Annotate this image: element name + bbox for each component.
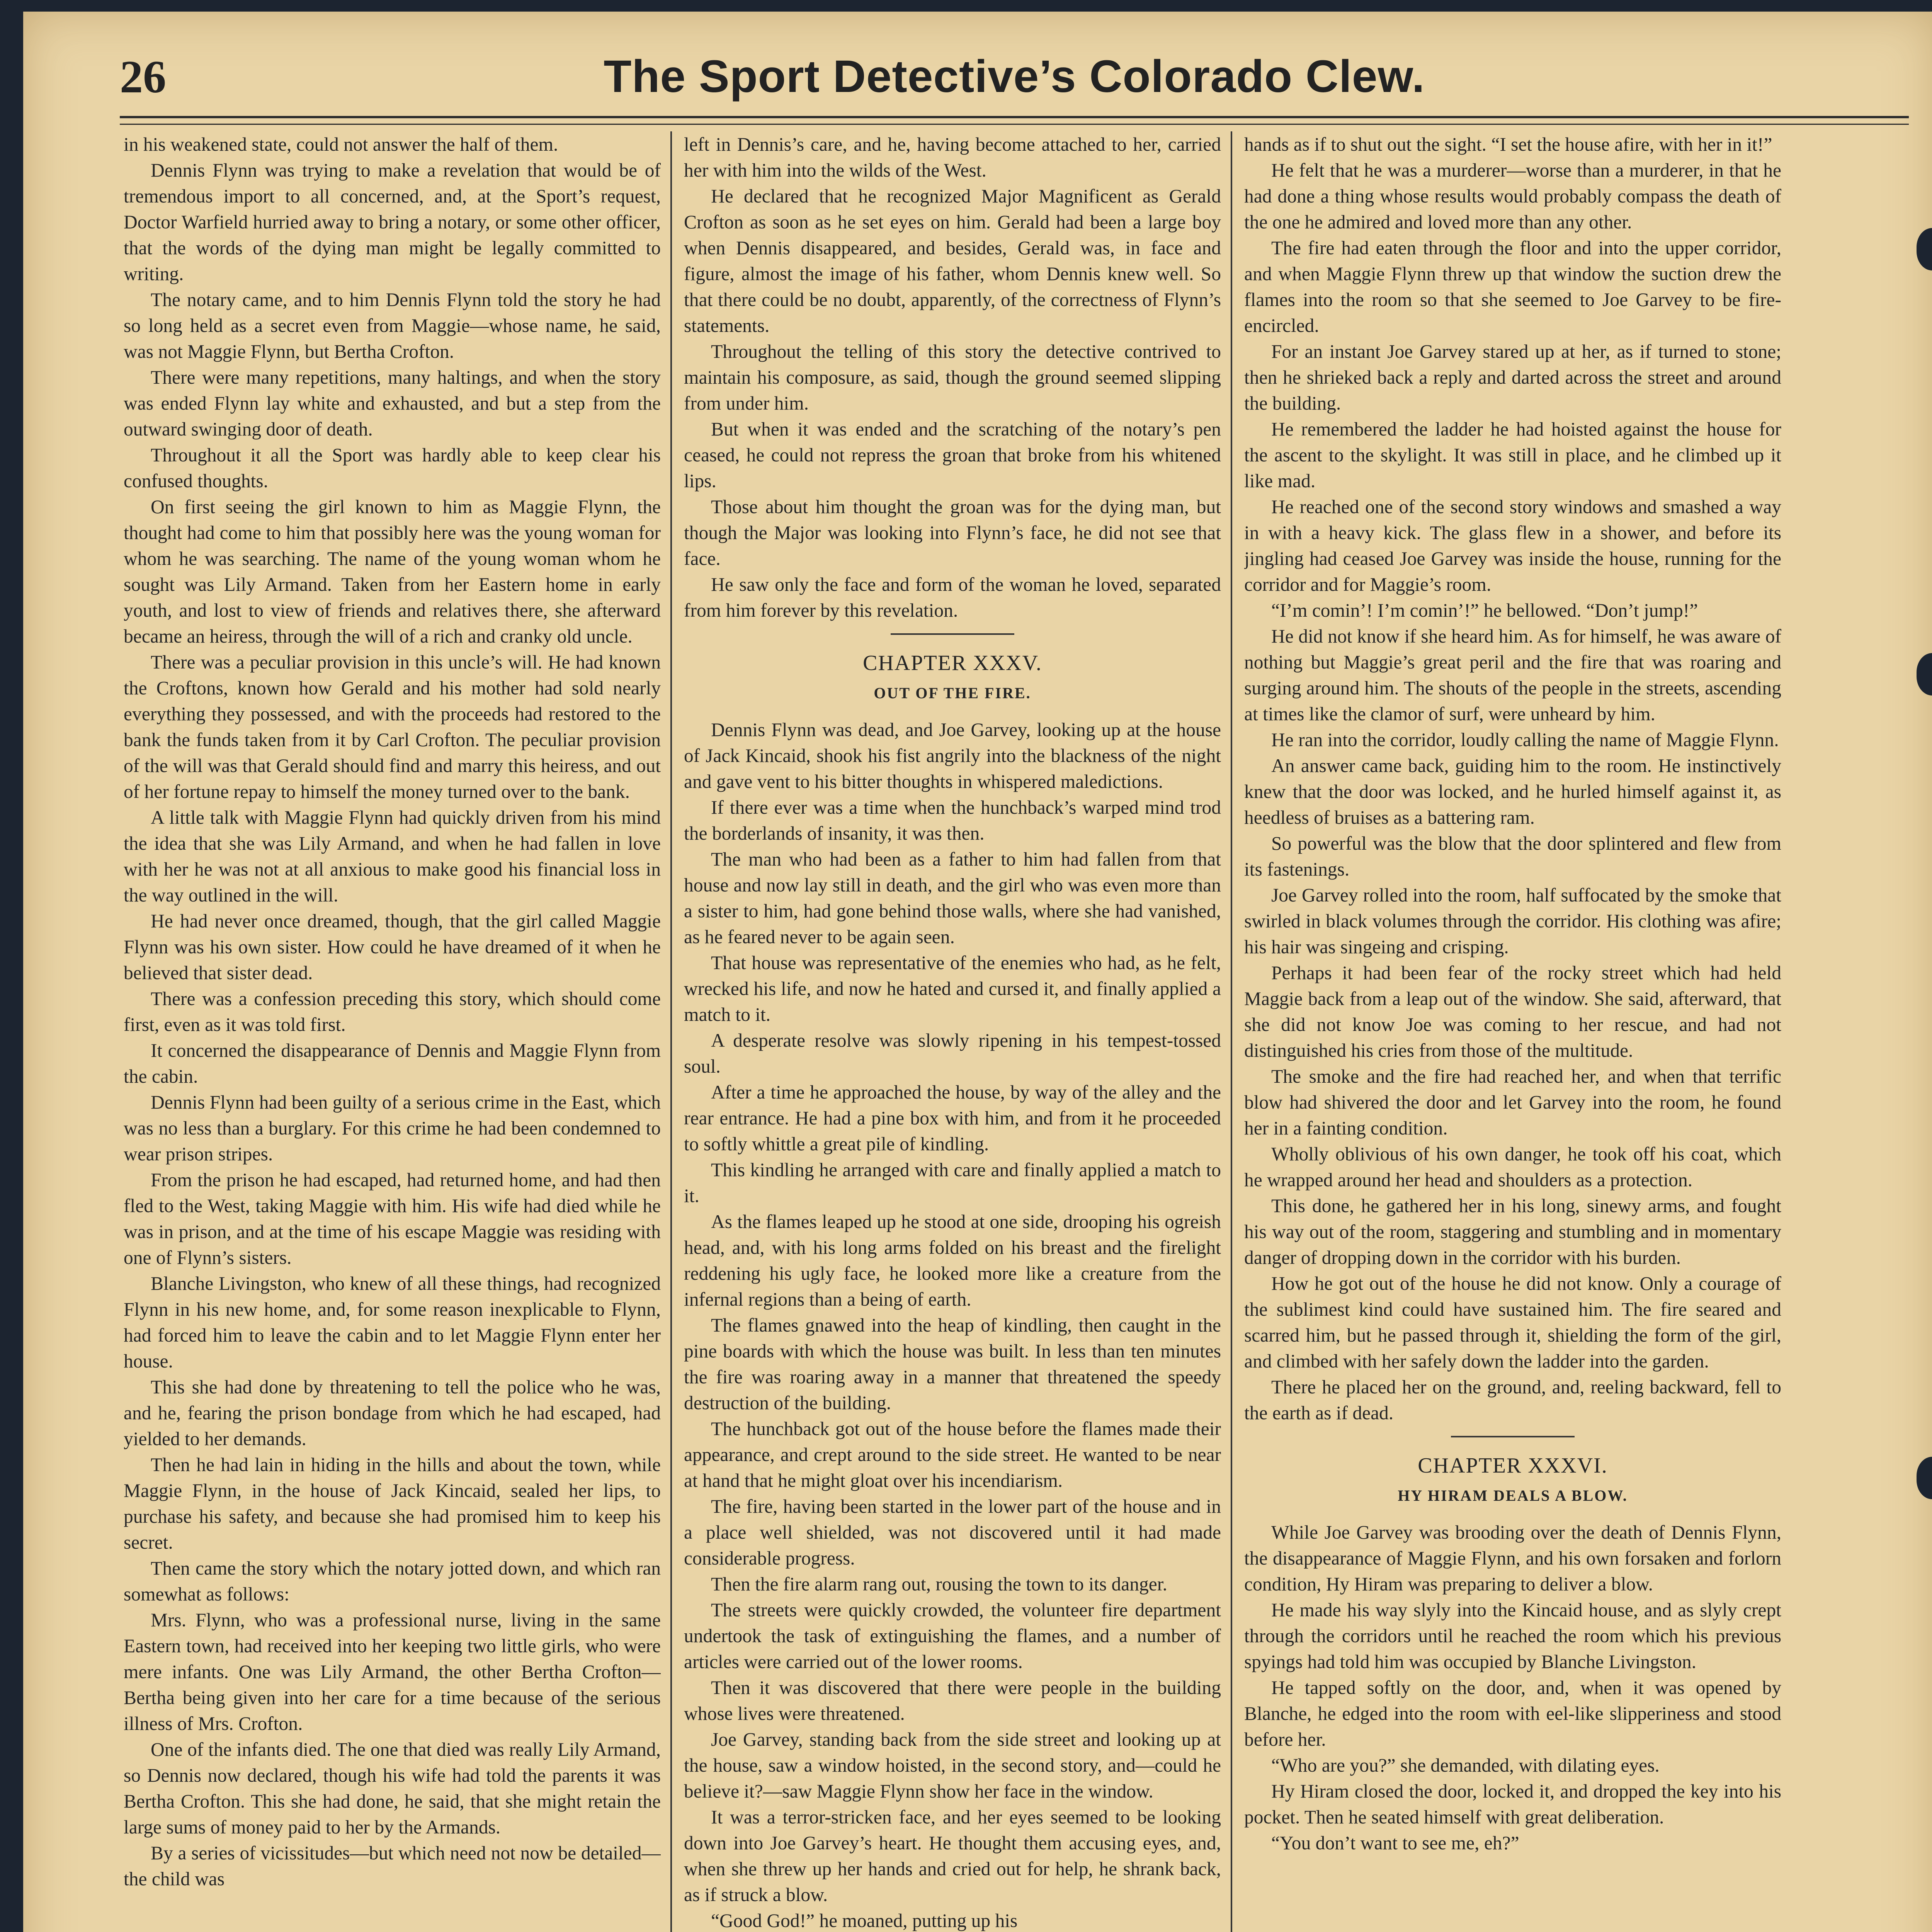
section-rule — [891, 633, 1014, 635]
paragraph: Wholly oblivious of his own danger, he took off his coat, which he wrapped around her head and shoulders as a protection. — [1244, 1143, 1781, 1190]
header-rule — [120, 116, 1909, 118]
paragraph: Perhaps it had been fear of the rocky street which had held Maggie back from a leap out of the window. She said, afterward, that she did not know Joe was coming to her rescue, and had not distinguished his cries from those of the multitude. — [1244, 962, 1781, 1061]
chapter-subtitle: HY HIRAM DEALS A BLOW. — [1398, 1487, 1628, 1504]
paragraph: left in Dennis’s care, and he, having become attached to her, carried her with him into the wilds of the West. — [684, 134, 1221, 181]
paragraph: This she had done by threatening to tell the police who he was, and he, fearing the prison bondage from which he had escaped, had yielded to her demands. — [124, 1376, 661, 1449]
paragraph: Then the fire alarm rang out, rousing the town to its danger. — [711, 1573, 1167, 1595]
paragraph: He remembered the ladder he had hoisted against the house for the ascent to the skylight. It was still in place, and he climbed up it like mad. — [1244, 418, 1781, 492]
paragraph: Hy Hiram closed the door, locked it, and dropped the key into his pocket. Then he seated himself with great deliberation. — [1244, 1781, 1781, 1828]
page-tear — [1917, 1457, 1932, 1499]
paragraph: For an instant Joe Garvey stared up at her, as if turned to stone; then he shrieked back a reply and darted across the street and around the building. — [1244, 341, 1781, 414]
paragraph: “Good God!” he moaned, putting up his — [711, 1910, 1018, 1931]
paragraph: The man who had been as a father to him had fallen from that house and now lay still in death, and the girl who was even more than a sister to him, had gone behind those walls, where she had vanished, as he feared never to be again seen. — [684, 849, 1221, 947]
paragraph: The streets were quickly crowded, the volunteer fire department undertook the task of extinguishing the flames, and a number of articles were carried out of the lower rooms. — [684, 1599, 1221, 1672]
paragraph: Then it was discovered that there were people in the building whose lives were threatened. — [684, 1677, 1221, 1724]
column-2-top — [684, 131, 1221, 623]
column-1 — [124, 131, 661, 1932]
page-tear — [1917, 228, 1932, 270]
chapter-title: CHAPTER XXXVI. — [1418, 1454, 1608, 1478]
paragraph: The fire, having been started in the lower part of the house and in a place well shielded, was not discovered until it had made considerable progress. — [684, 1496, 1221, 1569]
section-rule — [1451, 1436, 1575, 1437]
paragraph: in his weakened state, could not answer the half of them. — [124, 134, 558, 155]
paragraph: He reached one of the second story windows and smashed a way in with a heavy kick. The glass flew in a shower, and before its jingling had ceased Joe Garvey was inside the house, running for the corridor and for Maggie’s room. — [1244, 496, 1781, 595]
paragraph: As the flames leaped up he stood at one side, drooping his ogreish head, and, with his long arms folded on his breast and the firelight reddening his ugly face, he looked more like a creature from the infernal regions than a being of earth. — [684, 1211, 1221, 1310]
page-number: 26 — [120, 51, 166, 102]
paragraph: The notary came, and to him Dennis Flynn told the story he had so long held as a secret even from Maggie—whose name, he said, was not Maggie Flynn, but Bertha Crofton. — [124, 289, 661, 362]
paragraph: “You don’t want to see me, eh?” — [1271, 1832, 1519, 1854]
paragraph: He did not know if she heard him. As for himself, he was aware of nothing but Maggie’s great peril and the fire that was roaring and surging around him. The shouts of the people in the streets, ascending at times like the clamor of surf, were unheard by him. — [1244, 626, 1781, 724]
chapter-title: CHAPTER XXXV. — [863, 651, 1042, 675]
paragraph: The fire had eaten through the floor and into the upper corridor, and when Maggie Flynn threw up that window the suction drew the flames into the room so that she seemed to Joe Garvey to be fire-encircled. — [1244, 237, 1781, 336]
column-3 — [1244, 131, 1781, 1932]
paragraph: How he got out of the house he did not know. Only a courage of the sublimest kind could have sustained him. The fire seared and scarred him, but he passed through it, shielding the form of the girl, and climbed with her safely down the ladder into the garden. — [1244, 1273, 1781, 1372]
paragraph: There he placed her on the ground, and, reeling backward, fell to the earth as if dead. — [1244, 1376, 1781, 1423]
paragraph: This kindling he arranged with care and finally applied a match to it. — [684, 1159, 1221, 1206]
column-2 — [684, 131, 1221, 1932]
paragraph: A little talk with Maggie Flynn had quickly driven from his mind the idea that she was Lily Armand, and when he had fallen in love with her he was not at all anxious to make good his financial loss in the way outlined in the will. — [124, 807, 661, 906]
chapter-subtitle: OUT OF THE FIRE. — [874, 684, 1031, 702]
paragraph: Throughout the telling of this story the detective contrived to maintain his composure, as said, though the ground seemed slipping from under him. — [684, 341, 1221, 414]
paragraph: He had never once dreamed, though, that the girl called Maggie Flynn was his own sister. How could he have dreamed of it when he believed that sister dead. — [124, 910, 661, 983]
paragraph: He tapped softly on the door, and, when it was opened by Blanche, he edged into the room with eel-like slipperiness and stood before her. — [1244, 1677, 1781, 1750]
paragraph: Throughout it all the Sport was hardly able to keep clear his confused thoughts. — [124, 444, 661, 492]
paragraph: He ran into the corridor, loudly calling the name of Maggie Flynn. — [1271, 729, 1779, 750]
paragraph: Then came the story which the notary jotted down, and which ran somewhat as follows: — [124, 1558, 661, 1605]
paragraph: One of the infants died. The one that died was really Lily Armand, so Dennis now declared, though his wife had told the parents it was Bertha Crofton. This she had done, he said, that she might retain the large sums of money paid to her by the Armands. — [124, 1739, 661, 1838]
paragraph: The smoke and the fire had reached her, and when that terrific blow had shivered the door and let Garvey into the room, he found her in a fainting condition. — [1244, 1066, 1781, 1139]
page-tear — [1917, 653, 1932, 696]
paragraph: He felt that he was a murderer—worse than a murderer, in that he had done a thing whose results would probably compass the death of the one he admired and loved more than any other. — [1244, 160, 1781, 233]
paragraph: The hunchback got out of the house before the flames made their appearance, and crept around to the side street. He wanted to be near at hand that he might gloat over his incendiarism. — [684, 1418, 1221, 1491]
column-divider — [1231, 131, 1232, 1932]
running-title: The Sport Detective’s Colorado Clew. — [604, 51, 1425, 102]
paragraph: It concerned the disappearance of Dennis and Maggie Flynn from the cabin. — [124, 1040, 661, 1087]
paragraph: So powerful was the blow that the door splintered and flew from its fastenings. — [1244, 833, 1781, 880]
column-3-bottom — [1244, 1519, 1781, 1856]
paragraph: Joe Garvey rolled into the room, half suffocated by the smoke that swirled in black volumes through the corridor. His clothing was afire; his hair was singeing and crisping. — [1244, 884, 1781, 957]
paragraph: Dennis Flynn was dead, and Joe Garvey, looking up at the house of Jack Kincaid, shook his fist angrily into the blackness of the night and gave vent to his bitter thoughts in whispered maledictions. — [684, 719, 1221, 792]
paragraph: By a series of vicissitudes—but which need not now be detailed—the child was — [124, 1842, 661, 1889]
header-rule-thin — [120, 124, 1909, 125]
column-3-top — [1244, 131, 1781, 1426]
paragraph: An answer came back, guiding him to the room. He instinctively knew that the door was locked, and he hurled himself against it, as heedless of bruises as a battering ram. — [1244, 755, 1781, 828]
column-2-bottom — [684, 717, 1221, 1932]
paragraph: “Who are you?” she demanded, with dilating eyes. — [1271, 1755, 1660, 1776]
page-header — [120, 43, 1909, 108]
paragraph: Dennis Flynn had been guilty of a serious crime in the East, which was no less than a burglary. For this crime he had been condemned to wear prison stripes. — [124, 1092, 661, 1165]
paragraph: If there ever was a time when the hunchback’s warped mind trod the borderlands of insanity, it was then. — [684, 797, 1221, 844]
paragraph: Joe Garvey, standing back from the side street and looking up at the house, saw a window hoisted, in the second story, and—could he believe it?—saw Maggie Flynn show her face in the window. — [684, 1729, 1221, 1802]
paragraph: The flames gnawed into the heap of kindling, then caught in the pine boards with which the house was built. In less than ten minutes the fire was roaring away in a manner that threatened the speedy destruction of the building. — [684, 1315, 1221, 1413]
paragraph: Then he had lain in hiding in the hills and about the town, while Maggie Flynn, in the house of Jack Kincaid, sealed her lips, to purchase his safety, and because she had promised him to keep his secret. — [124, 1454, 661, 1553]
paragraph: While Joe Garvey was brooding over the death of Dennis Flynn, the disappearance of Maggie Flynn, and his own forsaken and forlorn condition, Hy Hiram was preparing to deliver a blow. — [1244, 1522, 1781, 1595]
paragraph: Dennis Flynn was trying to make a revelation that would be of tremendous import to all concerned, and, at the Sport’s request, Doctor Warfield hurried away to bring a notary, or some other officer, that the words of the dying man might be legally committed to writing. — [124, 160, 661, 284]
paragraph: That house was representative of the enemies who had, as he felt, wrecked his life, and now he hated and cursed it, and finally applied a match to it. — [684, 952, 1221, 1025]
paragraph: This done, he gathered her in his long, sinewy arms, and fought his way out of the room, staggering and stumbling and in momentary danger of dropping down in the corridor with his burden. — [1244, 1195, 1781, 1268]
column-divider — [670, 131, 672, 1932]
paragraph: From the prison he had escaped, had returned home, and had then fled to the West, taking Maggie with him. His wife had died while he was in prison, and at the time of his escape Maggie was residing with one of Flynn’s sisters. — [124, 1169, 661, 1268]
paragraph: After a time he approached the house, by way of the alley and the rear entrance. He had a pine box with him, and from it he proceeded to softly whittle a great pile of kindling. — [684, 1082, 1221, 1155]
paragraph: But when it was ended and the scratching of the notary’s pen ceased, he could not repress the groan that broke from his whitened lips. — [684, 418, 1221, 492]
paragraph: On first seeing the girl known to him as Maggie Flynn, the thought had come to him that possibly here was the young woman for whom he was searching. The name of the young woman whom he sought was Lily Armand. Taken from her Eastern home in early youth, and lost to view of friends and relatives there, she afterward became an heiress, through the will of a rich and cranky old uncle. — [124, 496, 661, 647]
paragraph: It was a terror-stricken face, and her eyes seemed to be looking down into Joe Garvey’s heart. He thought them accusing eyes, and, when she threw up her hands and cried out for help, he shrank back, as if struck a blow. — [684, 1806, 1221, 1905]
newspaper-page — [23, 12, 1932, 1932]
paragraph: A desperate resolve was slowly ripening in his tempest-tossed soul. — [684, 1030, 1221, 1077]
paragraph: “I’m comin’! I’m comin’!” he bellowed. “Don’t jump!” — [1271, 600, 1698, 621]
paragraph: There was a peculiar provision in this uncle’s will. He had known the Croftons, known how Gerald and his mother had sold nearly everything they possessed, and with the proceeds had restored to the bank the funds taken from it by Carl Crofton. The peculiar provision of the will was that Gerald should find and marry this heiress, and out of her fortune repay to himself the money turned over to the bank. — [124, 651, 661, 802]
paragraph: He declared that he recognized Major Magnificent as Gerald Crofton as soon as he set eyes on him. Gerald had been a large boy when Dennis disappeared, and besides, Gerald was, in face and figure, almost the image of his father, whom Dennis knew well. So that there could be no doubt, apparently, of the correctness of Flynn’s statements. — [684, 185, 1221, 336]
paragraph: He saw only the face and form of the woman he loved, separated from him forever by this revelation. — [684, 574, 1221, 621]
paragraph: There were many repetitions, many haltings, and when the story was ended Flynn lay white and exhausted, and but a step from the outward swinging door of death. — [124, 367, 661, 440]
paragraph: Blanche Livingston, who knew of all these things, had recognized Flynn in his new home, and, for some reason inexplicable to Flynn, had forced him to leave the cabin and to let Maggie Flynn enter her house. — [124, 1273, 661, 1372]
paragraph: He made his way slyly into the Kincaid house, and as slyly crept through the corridors until he reached the room which his previous spyings had told him was occupied by Blanche Livingston. — [1244, 1599, 1781, 1672]
paragraph: hands as if to shut out the sight. “I set the house afire, with her in it!” — [1244, 134, 1772, 155]
paragraph: Those about him thought the groan was for the dying man, but though the Major was looking into Flynn’s face, he did not see that face. — [684, 496, 1221, 569]
paragraph: Mrs. Flynn, who was a professional nurse, living in the same Eastern town, had received into her keeping two little girls, who were mere infants. One was Lily Armand, the other Bertha Crofton—Bertha being given into her care for a time because of the serious illness of Mrs. Crofton. — [124, 1609, 661, 1734]
paragraph: There was a confession preceding this story, which should come first, even as it was told first. — [124, 988, 661, 1035]
